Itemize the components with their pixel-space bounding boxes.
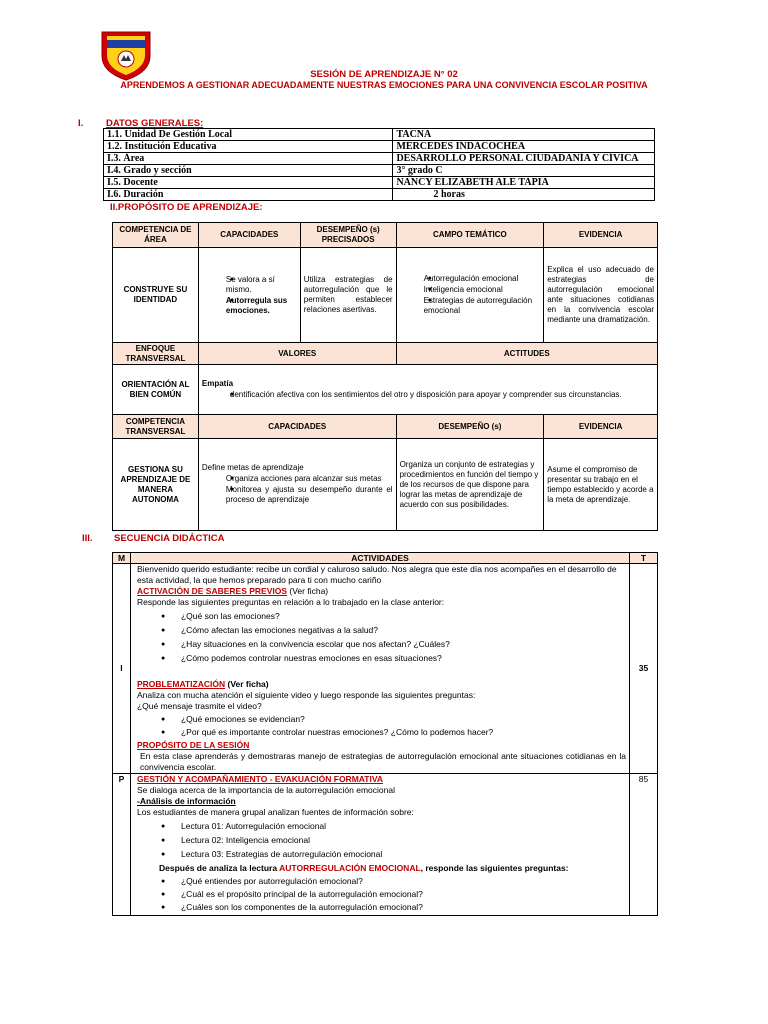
reflection-question-3: ● ¿Cuáles son los componentes de la autorregulación emocional? — [137, 902, 626, 913]
reflection-question-2: ● ¿Cuál es el propósito principal de la autorregulación emocional? — [137, 889, 626, 900]
time-proceso: 85 — [630, 774, 658, 916]
header-actividades: ACTIVIDADES — [130, 553, 629, 564]
datos-row — [104, 153, 655, 165]
datos-row — [104, 129, 655, 141]
capacidades-cell — [198, 248, 300, 343]
lectura-2: ● Lectura 02: Inteligencia emocional — [137, 835, 626, 846]
section-3-heading: SECUENCIA DIDÁCTICA — [114, 533, 225, 544]
activacion-title: ACTIVACIÓN DE SABERES PREVIOS — [136, 586, 288, 596]
header-campo-tematico: CAMPO TEMÁTICO — [396, 223, 544, 248]
section-2-heading: II.PROPÓSITO DE APRENDIZAJE: — [110, 202, 263, 213]
time-inicio: 35 — [630, 564, 658, 774]
datos-value: 3° grado C — [393, 165, 655, 177]
competencia-transversal: GESTIONA SU APRENDIZAJE DE MANERA AUTONOMA — [113, 439, 199, 531]
analisis-text: Los estudiantes de manera grupal analizan fuentes de información sobre: — [136, 807, 414, 817]
gestion-title: GESTIÓN Y ACOMPAÑAMIENTO - EVAKUACIÓN FORMATIVA — [136, 774, 384, 784]
valores-actitudes-cell — [198, 365, 657, 415]
datos-value: TACNA — [393, 129, 655, 141]
enfoque-value: ORIENTACIÓN AL BIEN COMÚN — [113, 365, 199, 415]
section-1-heading: DATOS GENERALES: — [106, 118, 204, 129]
lectura-3: ● Lectura 03: Estrategias de autorregulación emocional — [137, 849, 626, 860]
question-4: ● ¿Cómo podemos controlar nuestras emociones en esas situaciones? — [137, 653, 626, 664]
header-actitudes: ACTITUDES — [396, 343, 657, 365]
header-competencia-area: COMPETENCIA DE ÁREA — [113, 223, 199, 248]
moment-proceso: P — [113, 774, 131, 916]
problematizacion-text-1: Analiza con mucha atención el siguiente video y luego responde las siguientes preguntas: — [136, 690, 476, 700]
header-m: M — [113, 553, 131, 564]
datos-value: MERCEDES INDACOCHEA — [393, 141, 655, 153]
datos-key: 1.2. Institución Educativa — [104, 141, 393, 153]
header-valores: VALORES — [198, 343, 396, 365]
datos-value: DESARROLLO PERSONAL CIUDADANÍA Y CÍVICA — [393, 153, 655, 165]
ct-evidencia-text: Asume el compromiso de presentar su trabajo en el tiempo establecido y acorde a la meta de aprendizaje. — [547, 464, 654, 504]
problematizacion-suffix: (Ver ficha) — [225, 679, 269, 689]
activacion-line — [137, 586, 626, 597]
question-1: ● ¿Qué son las emociones? — [137, 611, 626, 622]
ct-evidencia-cell — [544, 439, 658, 531]
header-t: T — [630, 553, 658, 564]
proceso-activities — [130, 774, 629, 916]
ct-desempeno-cell — [396, 439, 544, 531]
section-3-number: III. — [82, 533, 93, 544]
despues-a: Después de analiza la lectura — [158, 863, 280, 873]
question-2: ● ¿Cómo afectan las emociones negativas a la salud? — [137, 625, 626, 636]
activacion-text: Responde las siguientes preguntas en relación a lo trabajado en la clase anterior: — [136, 597, 445, 607]
secuencia-table — [112, 552, 658, 916]
datos-value: NANCY ELIZABETH ALE TAPIA — [393, 177, 655, 189]
datos-key: I.3. Área — [104, 153, 393, 165]
campo-2: ● Inteligencia emocional — [400, 285, 541, 295]
despues-line — [137, 863, 626, 874]
problematizacion-text-2: ¿Qué mensaje trasmite el video? — [136, 701, 262, 711]
datos-row — [104, 189, 655, 201]
campo-cell — [396, 248, 544, 343]
datos-row — [104, 141, 655, 153]
section-1-number: I. — [78, 118, 84, 129]
datos-key: I.5. Docente — [104, 177, 393, 189]
prob-question-2: ● ¿Por qué es importante controlar nuestras emociones? ¿Cómo lo podemos hacer? — [137, 727, 626, 738]
question-3: ● ¿Hay situaciones en la convivencia escolar que nos afectan? ¿Cuáles? — [137, 639, 626, 650]
datos-generales-table — [103, 128, 655, 201]
session-title: SESIÓN DE APRENDIZAJE N° 02 — [310, 69, 458, 80]
datos-value: 2 horas — [393, 189, 655, 201]
activacion-suffix: (Ver ficha) — [289, 586, 329, 596]
datos-row — [104, 177, 655, 189]
capacidad-1: ● Se valora a sí mismo. — [202, 275, 297, 295]
despues-c: , responde las siguientes preguntas: — [420, 863, 569, 873]
ct-capacidad-1: ● Organiza acciones para alcanzar sus metas — [202, 474, 393, 484]
desempeno-cell — [300, 248, 396, 343]
header-evidencia: EVIDENCIA — [544, 223, 658, 248]
header-desempeno: DESEMPEÑO (s) PRECISADOS — [300, 223, 396, 248]
header-ct-desempeno: DESEMPEÑO (s) — [396, 415, 544, 439]
desempeno-text: Utiliza estrategias de autorregulación que le permiten establecer relaciones asertivas. — [303, 275, 393, 314]
ct-desempeno-text: Organiza un conjunto de estrategias y procedimientos en función del tiempo y de los recursos de que dispone para lograr las metas de aprendizaje de acuerdo con sus posibilidades. — [399, 459, 539, 509]
header-enfoque: ENFOQUE TRANSVERSAL — [113, 343, 199, 365]
header-ct-capacidades: CAPACIDADES — [198, 415, 396, 439]
gestion-text: Se dialoga acerca de la importancia de la autorregulación emocional — [136, 785, 395, 795]
actitud-text: ● dentificación afectiva con los sentimientos del otro y disposición para apoyar y comprender sus circunstancias. — [202, 390, 654, 400]
evidencia-text: Explica el uso adecuado de estrategias de autorregulación emocional ante situaciones cotidianas en la convivencia escolar mediante una dramatización. — [547, 265, 654, 324]
proposito-table — [112, 222, 658, 531]
ct-capacidad-0: Define metas de aprendizaje — [201, 463, 304, 472]
ct-capacidad-2: ● Monitorea y ajusta su desempeño durante el proceso de aprendizaje — [202, 485, 393, 505]
analisis-title: -Análisis de información — [136, 796, 236, 806]
problematizacion-line — [137, 679, 626, 690]
campo-1: ● Autorregulación emocional — [400, 274, 541, 284]
header-competencia-transversal: COMPETENCIA TRANSVERSAL — [113, 415, 199, 439]
proposito-sesion-text: En esta clase aprenderás y demostraras manejo de estrategias de autorregulación emocional ante situaciones cotidianas en la convivencia escolar. — [139, 751, 627, 772]
header-capacidades: CAPACIDADES — [198, 223, 300, 248]
valor-text: Empatía — [201, 378, 234, 388]
reflection-question-1: ● ¿Qué entiendes por autorregulación emocional? — [137, 876, 626, 887]
problematizacion-title: PROBLEMATIZACIÓN — [136, 679, 226, 689]
lectura-1: ● Lectura 01: Autorregulación emocional — [137, 821, 626, 832]
evidencia-cell — [544, 248, 658, 343]
datos-key: 1.1. Unidad De Gestión Local — [104, 129, 393, 141]
datos-key: I.4. Grado y sección — [104, 165, 393, 177]
inicio-activities — [130, 564, 629, 774]
intro-text: Bienvenido querido estudiante: recibe un cordial y caluroso saludo. Nos alegra que este día nos acompañes en el desarrollo de esta actividad, la que hemos preparado para ti con mucho cariño — [136, 564, 617, 585]
moment-inicio: I — [113, 564, 131, 774]
competencia-area: CONSTRUYE SU IDENTIDAD — [113, 248, 199, 343]
despues-b: AUTORREGULACIÓN EMOCIONAL — [279, 863, 421, 873]
ct-capacidades-cell — [198, 439, 396, 531]
session-subtitle: APRENDEMOS A GESTIONAR ADECUADAMENTE NUESTRAS EMOCIONES PARA UNA CONVIVENCIA ESCOLAR POSITIVA — [120, 80, 648, 90]
proposito-sesion-title: PROPÓSITO DE LA SESIÓN — [136, 740, 250, 750]
campo-3: ● Estrategias de autorregulación emocional — [400, 296, 541, 316]
prob-question-1: ● ¿Qué emociones se evidencian? — [137, 714, 626, 725]
datos-row — [104, 165, 655, 177]
capacidad-2: ● Autorregula sus emociones. — [202, 296, 297, 316]
datos-key: I.6. Duración — [104, 189, 393, 201]
header-ct-evidencia: EVIDENCIA — [544, 415, 658, 439]
